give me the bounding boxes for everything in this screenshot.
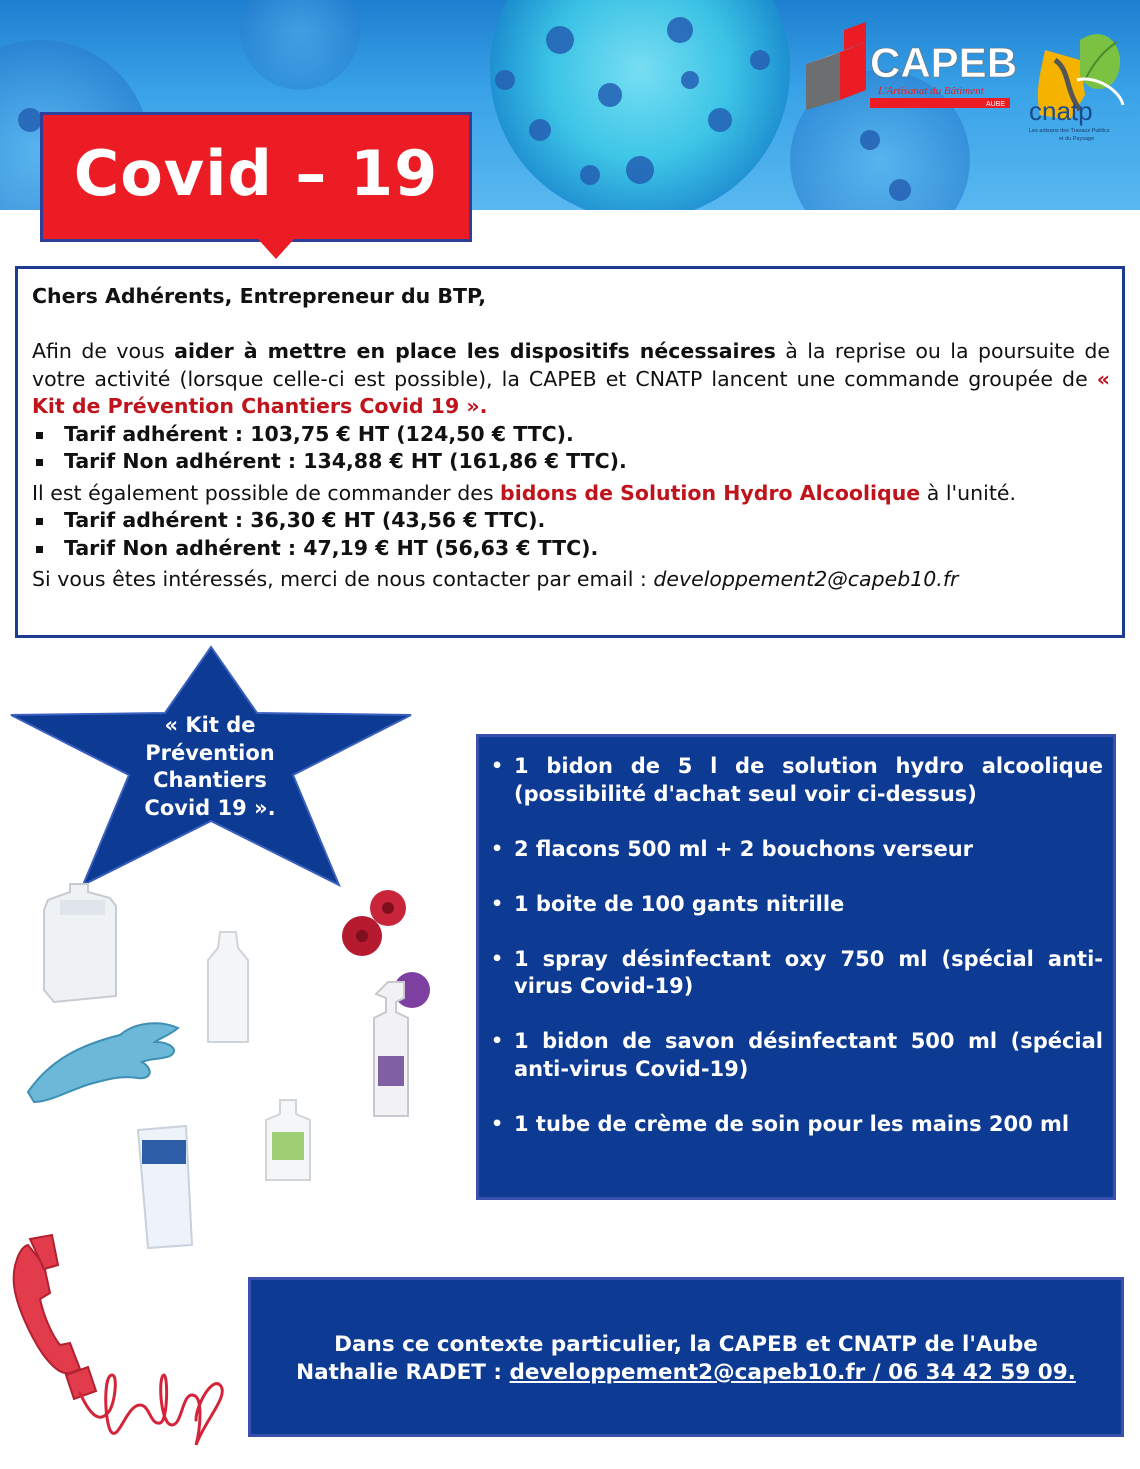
bidon-price-list	[32, 507, 1110, 562]
page-title: Covid – 19	[73, 137, 439, 210]
intro-panel	[15, 266, 1125, 638]
list-item: • 1 bidon de savon désinfectant 500 ml (spécial anti-virus Covid-19)	[489, 1028, 1103, 1083]
bidon-paragraph: Il est également possible de commander des bidons de Solution Hydro Alcoolique à l'unité.	[32, 480, 1016, 505]
soap-bottle-icon	[266, 1100, 310, 1180]
kit-name-highlight: « Kit de Prévention Chantiers Covid 19 ».	[32, 366, 1110, 418]
cnatp-logo-name: cnatp	[1029, 96, 1093, 126]
capeb-logo-name: CAPEB	[870, 39, 1015, 86]
cnatp-logo-tagline-1: Les artisans des Travaux Publics	[1029, 128, 1110, 134]
price-item: Tarif Non adhérent : 47,19 € HT (56,63 € TTC).	[32, 535, 1110, 563]
list-item: • 1 spray désinfectant oxy 750 ml (spécial anti-virus Covid-19)	[489, 946, 1103, 1001]
covid-title-box	[40, 112, 472, 242]
jerrycan-icon	[44, 884, 116, 1002]
kit-price-list	[32, 421, 1110, 476]
bottle-icon	[208, 932, 248, 1042]
price-item: Tarif adhérent : 103,75 € HT (124,50 € TTC).	[32, 421, 1110, 449]
greeting: Chers Adhérents, Entrepreneur du BTP,	[32, 284, 487, 308]
spray-icon	[374, 972, 430, 1116]
intro-paragraph: Afin de vous aider à mettre en place les dispositifs nécessaires à la reprise ou la poursuite de votre activité (lorsque celle-ci est possible), la CAPEB et CNATP lancent une commande groupée de « Kit de Prévention Chantiers Covid 19 ».	[32, 339, 1111, 418]
capeb-logo	[800, 22, 1015, 112]
contact-email-link[interactable]: developpement2@capeb10.fr	[653, 567, 959, 591]
contact-box	[248, 1277, 1124, 1437]
kit-products-image	[10, 870, 470, 1270]
red-caps-icon	[342, 890, 406, 956]
contact-details-link[interactable]: developpement2@capeb10.fr / 06 34 42 59 09.	[509, 1360, 1076, 1385]
price-item: Tarif adhérent : 36,30 € HT (43,56 € TTC).	[32, 507, 1110, 535]
capeb-logo-region: AUBE	[986, 101, 1006, 108]
help-word: help	[112, 1461, 115, 1462]
kit-contents-list	[489, 753, 1103, 1138]
contact-line: Si vous êtes intéressés, merci de nous contacter par email : developpement2@capeb10.fr	[32, 567, 959, 591]
kit-contents-box	[476, 734, 1116, 1200]
phone-icon	[14, 1235, 96, 1399]
glove-icon	[28, 1023, 178, 1102]
star-badge-text: « Kit de Prévention Chantiers Covid 19 ».	[144, 713, 276, 820]
price-item: Tarif Non adhérent : 134,88 € HT (161,86 € TTC).	[32, 448, 1110, 476]
contact-line-2: Nathalie RADET : developpement2@capeb10.fr / 06 34 42 59 09.	[296, 1360, 1076, 1385]
capeb-logo-tagline: L'Artisanat du Bâtiment	[878, 85, 984, 97]
bidon-highlight: bidons de Solution Hydro Alcoolique	[500, 480, 921, 505]
cnatp-logo-tagline-2: et du Paysage	[1059, 136, 1095, 142]
help-phone-illustration	[0, 1225, 245, 1465]
contact-line-1: Dans ce contexte particulier, la CAPEB et CNATP de l'Aube	[334, 1332, 1038, 1357]
cnatp-logo	[1025, 20, 1130, 150]
list-item: • 1 bidon de 5 l de solution hydro alcoolique (possibilité d'achat seul voir ci-dessus)	[489, 753, 1103, 808]
list-item: • 1 boite de 100 gants nitrille	[489, 891, 1103, 919]
list-item: • 2 flacons 500 ml + 2 bouchons verseur	[489, 836, 1103, 864]
list-item: • 1 tube de crème de soin pour les mains 200 ml	[489, 1111, 1103, 1139]
